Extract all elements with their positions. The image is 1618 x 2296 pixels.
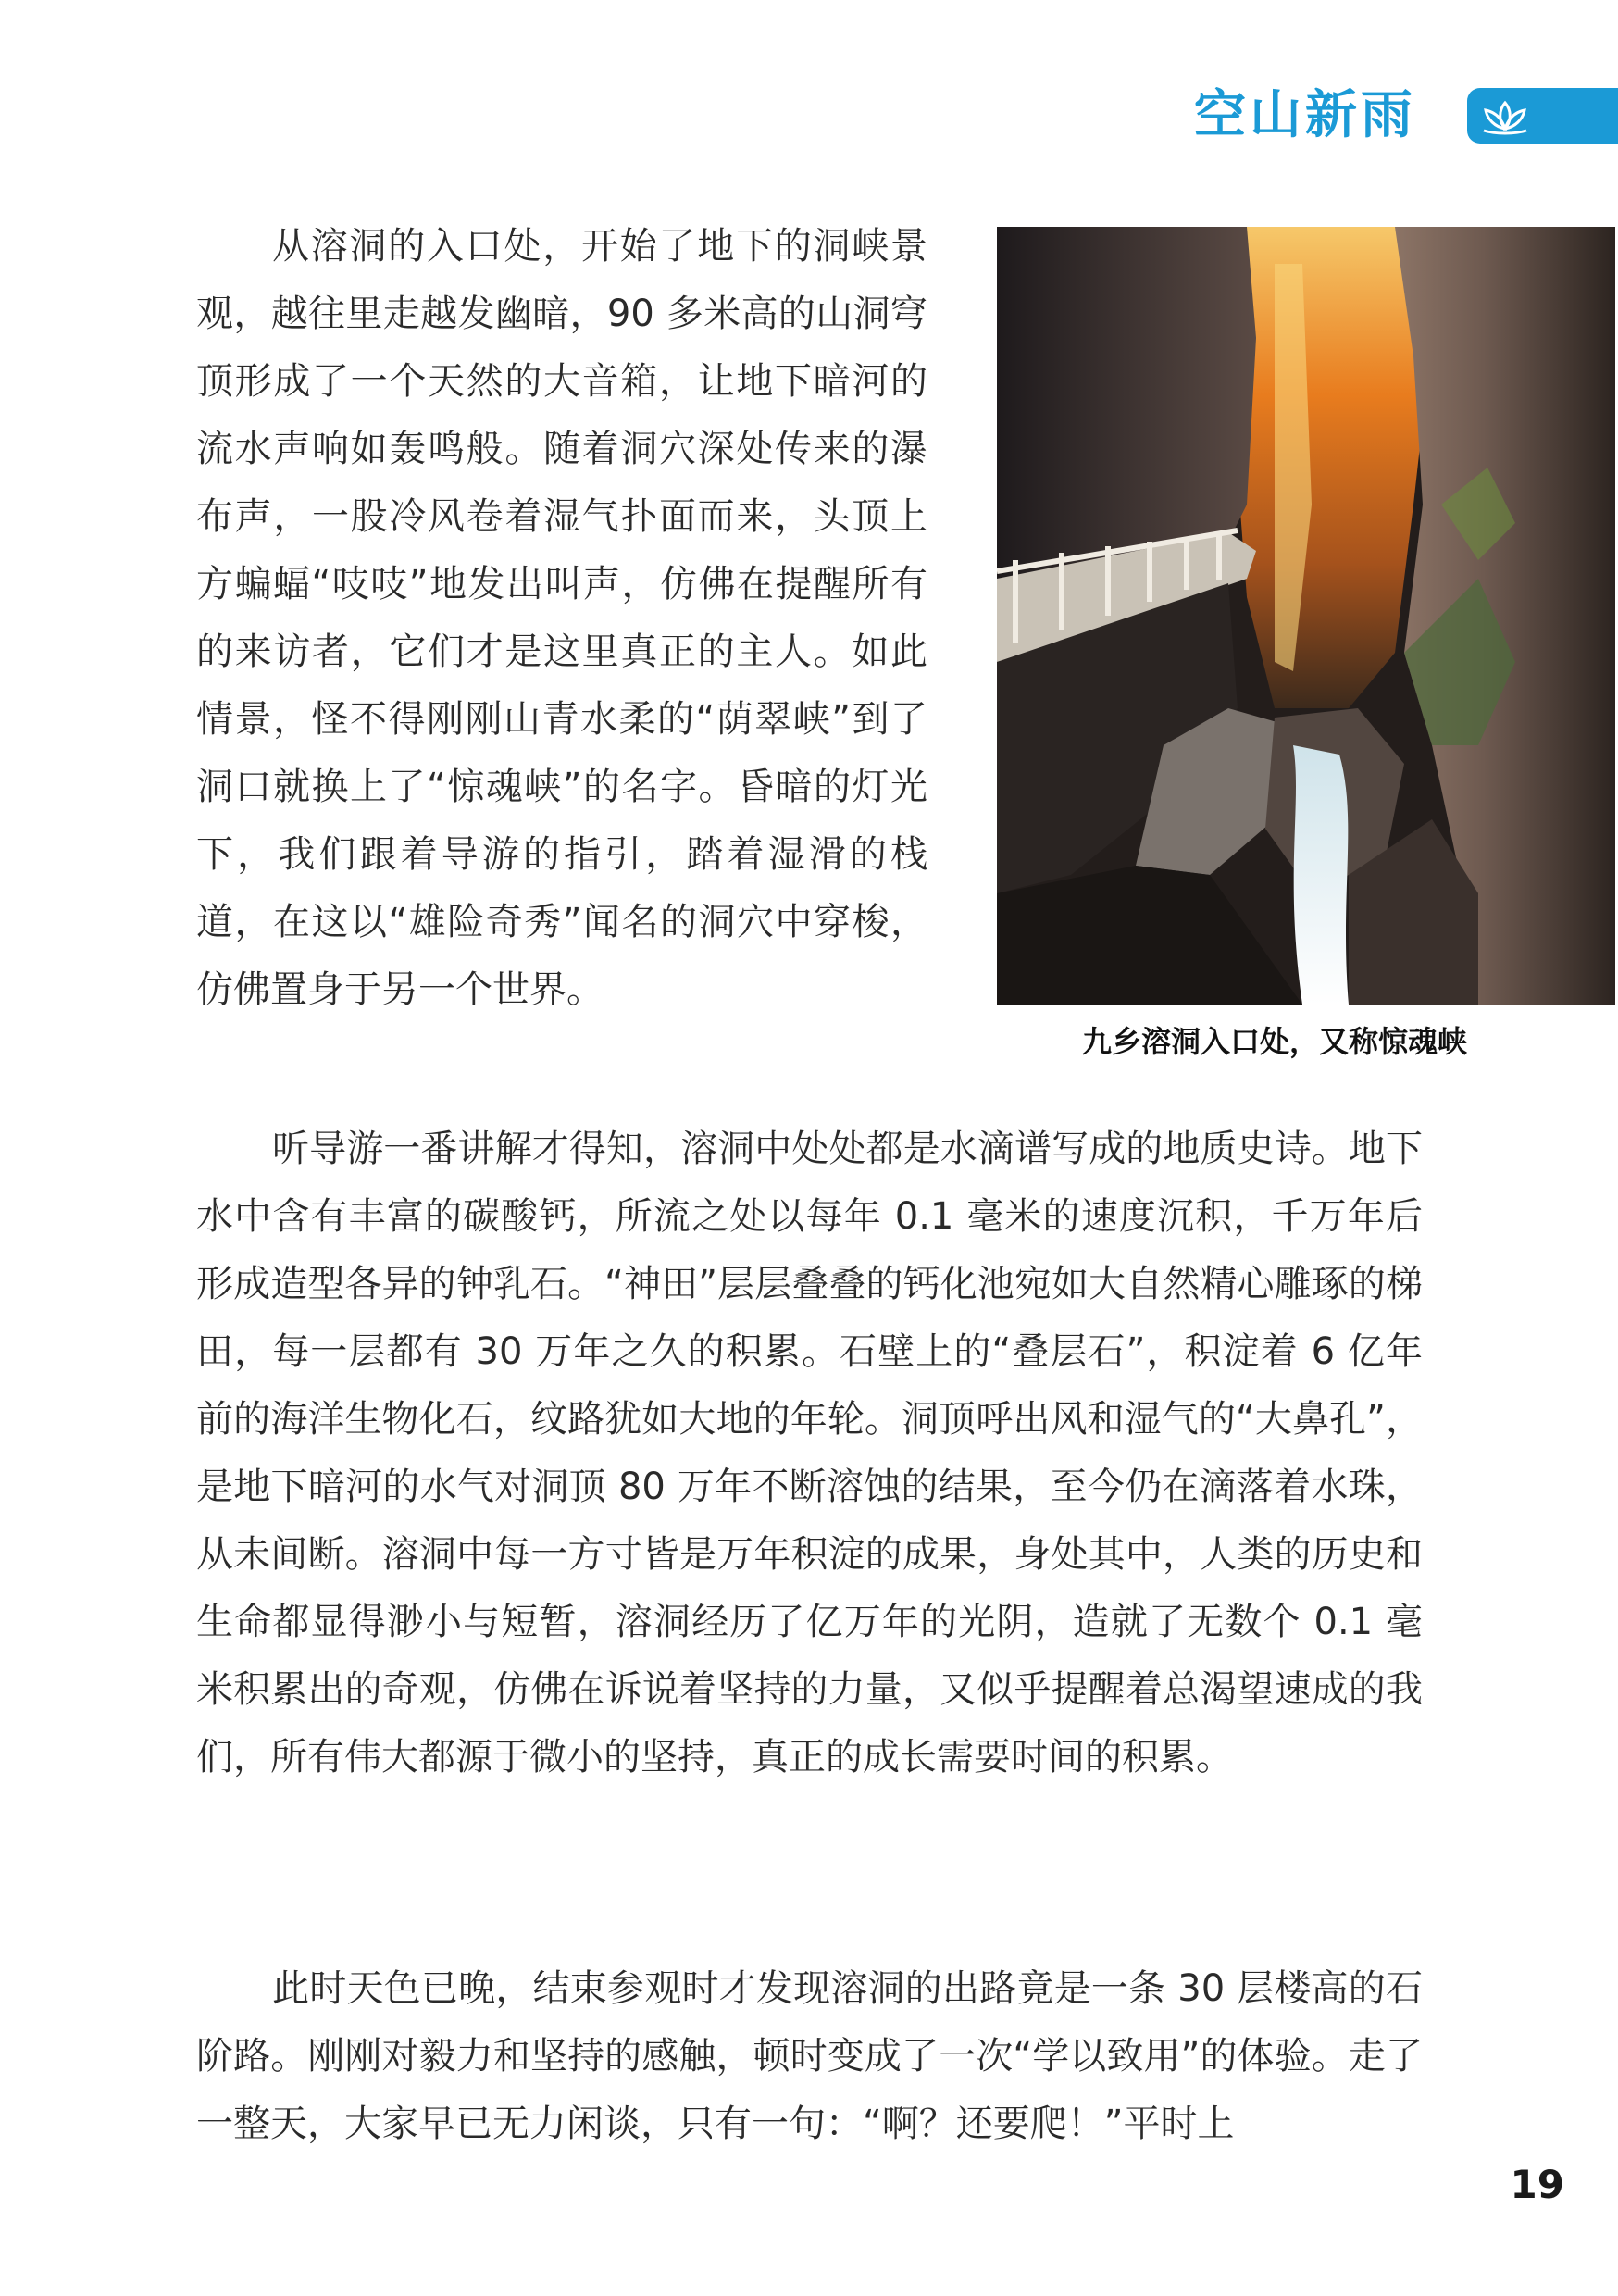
lotus-icon bbox=[1473, 97, 1537, 136]
cave-canyon-illustration bbox=[997, 227, 1615, 1004]
article-paragraph-2: 听导游一番讲解才得知，溶洞中处处都是水滴谱写成的地质史诗。地下水中含有丰富的碳酸钙，所流之处以每年 0.1 毫米的速度沉积，千万年后形成造型各异的钟乳石。“神田”层层叠叠的钙化池宛如大自然精心雕琢的梯田，每一层都有 30 万年之久的积累。石壁上的“叠层石”，积淀着 6 亿年前的海洋生物化石，纹路犹如大地的年轮。洞顶呼出风和湿气的“大鼻孔”，是地下暗河的水气对洞顶 80 万年不断溶蚀的结果，至今仍在滴落着水珠，从未间断。溶洞中每一方寸皆是万年积淀的成果，身处其中，人类的历史和生命都显得渺小与短暂，溶洞经历了亿万年的光阴，造就了无数个 0.1 毫米积累出的奇观，仿佛在诉说着坚持的力量，又似乎提醒着总渴望速成的我们，所有伟大都源于微小的坚持，真正的成长需要时间的积累。 bbox=[196, 1128, 1423, 1778]
cave-entrance-photo bbox=[997, 227, 1615, 1004]
magazine-section-title: 空山新雨 bbox=[1194, 85, 1416, 145]
photo-caption: 九乡溶洞入口处，又称惊魂峡 bbox=[1081, 1024, 1467, 1059]
article-paragraph-3: 此时天色已晚，结束参观时才发现溶洞的出路竟是一条 30 层楼高的石阶路。刚刚对毅力和坚持的感触，顿时变成了一次“学以致用”的体验。走了一整天，大家早已无力闲谈，只有一句：“啊？还要爬！”平时上 bbox=[196, 1967, 1423, 2145]
header-tab bbox=[1467, 88, 1618, 144]
page-number: 19 bbox=[1510, 2162, 1564, 2207]
article-paragraph-1: 从溶洞的入口处，开始了地下的洞峡景观，越往里走越发幽暗，90 多米高的山洞穹顶形成了一个天然的大音箱，让地下暗河的流水声响如轰鸣般。随着洞穴深处传来的瀑布声，一股冷风卷着湿气扑面而来，头顶上方蝙蝠“吱吱”地发出叫声，仿佛在提醒所有的来访者，它们才是这里真正的主人。如此情景，怪不得刚刚山青水柔的“荫翠峡”到了洞口就换上了“惊魂峡”的名字。昏暗的灯光下，我们跟着导游的指引，踏着湿滑的栈道，在这以“雄险奇秀”闻名的洞穴中穿梭，仿佛置身于另一个世界。 bbox=[196, 225, 927, 1011]
